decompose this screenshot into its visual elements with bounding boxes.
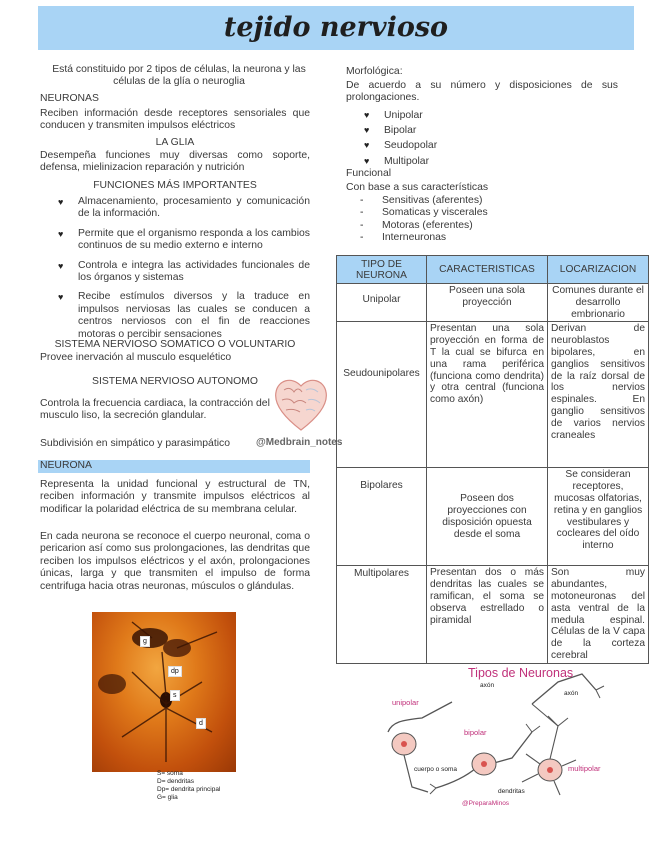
brain-heart-icon bbox=[270, 372, 332, 434]
funciones-heading: FUNCIONES MÁS IMPORTANTES bbox=[93, 180, 257, 191]
cell-caracteristicas: Poseen una sola proyección bbox=[427, 284, 548, 322]
header-localizacion: LOCARIZACION bbox=[548, 256, 649, 284]
list-item: ♥ Controla e integra las actividades funcionales de los órganos y sistemas bbox=[52, 260, 310, 285]
cell-tipo: Bipolares bbox=[337, 468, 427, 566]
intro-text: Está constituido por 2 tipos de células, la neurona y las células de la glía o neuroglia bbox=[52, 64, 306, 88]
subdivision-text: Subdivisión en simpático y parasimpático bbox=[40, 438, 231, 449]
table-row bbox=[337, 468, 649, 566]
micro-label-dendritas: d bbox=[196, 718, 206, 729]
diagram-credit: @PreparaMinos bbox=[462, 800, 510, 807]
cell-tipo: Seudounipolares bbox=[337, 322, 427, 468]
cell-caracteristicas: Poseen dos proyecciones con disposición opuesta desde el soma bbox=[427, 468, 548, 566]
neurona-paragraph-2: En cada neurona se reconoce el cuerpo neuronal, coma o pericarion así como sus prolongaciones, las dendritas que reciben los impulsos eléctricos y el axón, prolongaciones únicas, larga y que transmiten el impulso de forma centrifuga hacia otras neuronas, músculos o glándulas. bbox=[40, 531, 310, 592]
neuron-types-table bbox=[336, 255, 649, 664]
diagram-label-soma: cuerpo o soma bbox=[414, 766, 457, 773]
autonomo-heading: SISTEMA NERVIOSO AUTONOMO bbox=[92, 376, 258, 387]
legend-item: D= dendritas bbox=[157, 778, 195, 785]
list-item: - Interneuronas bbox=[356, 232, 556, 244]
funcional-list bbox=[356, 195, 556, 245]
diagram-label-multipolar: multipolar bbox=[568, 764, 601, 773]
table-row bbox=[337, 322, 649, 468]
page-title: tejido nervioso bbox=[223, 12, 449, 43]
cell-localizacion: Son muy abundantes, motoneuronas del asta ventral de la medula espinal. Células de la V capa de la corteza cerebral bbox=[548, 566, 649, 663]
diagram-label-axon: axón bbox=[480, 682, 495, 689]
glia-heading: LA GLIA bbox=[155, 137, 195, 148]
funcional-text: Con base a sus características bbox=[346, 182, 489, 193]
neuron-types-diagram bbox=[382, 662, 622, 812]
cell-localizacion: Derivan de neuroblastos bipolares, en ganglios sensitivos de la raíz dorsal de los nervios espinales. En ganglio sensitivos de varios nervios craneales bbox=[548, 322, 649, 468]
glia-text: Desempeña funciones muy diversas como soporte, defensa, mielinizacion reparación y nutrición bbox=[40, 150, 310, 174]
cell-tipo: Unipolar bbox=[337, 284, 427, 322]
neurona-heading: NEURONA bbox=[38, 460, 310, 473]
neuronas-heading: NEURONAS bbox=[40, 93, 99, 104]
diagram-label-bipolar: bipolar bbox=[464, 728, 487, 737]
neuron-micrograph-drawing bbox=[92, 612, 236, 772]
cell-caracteristicas: Presentan dos o más dendritas las cuales se ramifican, el soma se observa estrellado o piramidal bbox=[427, 566, 548, 663]
funciones-list bbox=[52, 196, 310, 341]
morfologica-heading: Morfológica: bbox=[346, 66, 403, 77]
list-item: ♥ Almacenamiento, procesamiento y comunicación de la información. bbox=[52, 196, 310, 221]
list-item: - Motoras (eferentes) bbox=[356, 220, 556, 232]
autonomo-text: Controla la frecuencia cardiaca, la contracción del musculo liso, la secreción glandular. bbox=[40, 398, 270, 422]
list-item: - Sensitivas (aferentes) bbox=[356, 195, 556, 207]
table-row bbox=[337, 566, 649, 663]
list-item: ♥ Permite que el organismo responda a los cambios continuos de su medio externo e interno bbox=[52, 228, 310, 253]
diagram-label-axon-2: axón bbox=[564, 690, 579, 697]
somatico-heading: SISTEMA NERVIOSO SOMATICO O VOLUNTARIO bbox=[54, 339, 296, 350]
table-header-row bbox=[337, 256, 649, 284]
micro-label-soma: s bbox=[170, 690, 180, 701]
micrograph-legend bbox=[157, 770, 267, 802]
legend-item: S= soma bbox=[157, 770, 183, 777]
list-item: ♥ Multipolar bbox=[358, 154, 558, 169]
morfologica-list bbox=[358, 108, 558, 169]
funcional-heading: Funcional bbox=[346, 168, 392, 179]
diagram-label-dendritas: dendritas bbox=[498, 788, 525, 795]
header-tipo: TIPO DE NEURONA bbox=[337, 256, 427, 284]
diagram-title: Tipos de Neuronas bbox=[468, 666, 574, 680]
micro-label-glia: g bbox=[140, 636, 150, 647]
list-item: ♥ Seudopolar bbox=[358, 138, 558, 153]
header-caracteristicas: CARACTERISTICAS bbox=[427, 256, 548, 284]
diagram-label-unipolar: unipolar bbox=[392, 698, 419, 707]
legend-item: G= glia bbox=[157, 794, 178, 801]
neurona-paragraph-1: Representa la unidad funcional y estructural de TN, reciben información y transmite impulsos eléctricos al modificar la polaridad eléctrica de su membrana celular. bbox=[40, 479, 310, 515]
cell-caracteristicas: Presentan una sola proyección en forma de T la cual se bifurca en una rama periférica (funciona como dendrita) y otra central (funciona como axón) bbox=[427, 322, 548, 468]
micro-label-dendrita-principal: dp bbox=[168, 666, 182, 677]
list-item: ♥ Recibe estímulos diversos y la traduce en impulsos nerviosas las cuales se conducen a centros nerviosos con el fin de reacciones motoras o percibir sensaciones bbox=[52, 291, 310, 341]
list-item: ♥ Bipolar bbox=[358, 123, 558, 138]
watermark: @Medbrain_notes bbox=[256, 437, 343, 448]
list-item: - Somaticas y viscerales bbox=[356, 207, 556, 219]
neuronas-text: Reciben información desde receptores sensoriales que conducen y transmiten impulsos eléctricos bbox=[40, 108, 310, 132]
cell-tipo: Multipolares bbox=[337, 566, 427, 663]
cell-localizacion: Se consideran receptores, mucosas olfatorias, retina y en ganglios vestibulares y cocleares del oído interno bbox=[548, 468, 649, 566]
table-row bbox=[337, 284, 649, 322]
legend-item: Dp= dendrita principal bbox=[157, 786, 221, 793]
neuron-micrograph bbox=[92, 612, 236, 772]
morfologica-text: De acuerdo a su número y disposiciones de sus prolongaciones. bbox=[346, 80, 618, 104]
list-item: ♥ Unipolar bbox=[358, 108, 558, 123]
cell-localizacion: Comunes durante el desarrollo embrionario bbox=[548, 284, 649, 322]
somatico-text: Provee inervación al musculo esquelético bbox=[40, 352, 232, 363]
